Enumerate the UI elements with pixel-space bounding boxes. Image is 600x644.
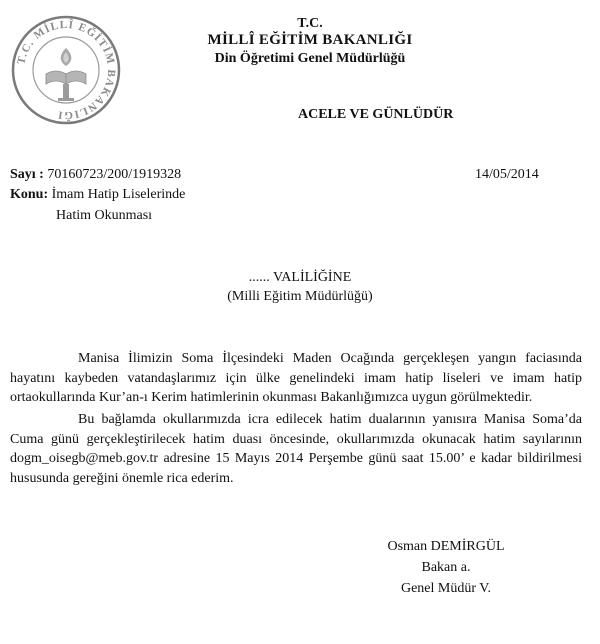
reference-label: Sayı : (10, 167, 44, 182)
seal-ring-text: T.C. MİLLÎ EĞİTİM BAKANLIĞI (15, 18, 118, 122)
signatory-name: Osman DEMİRGÜL (387, 539, 505, 554)
header-ministry: MİLLÎ EĞİTİM BAKANLIĞI (207, 32, 413, 48)
signatory-on-behalf: Bakan a. (421, 560, 471, 575)
signatory-title: Genel Müdür V. (400, 581, 492, 596)
document-date: 14/05/2014 (475, 167, 539, 182)
body-paragraph-1: Manisa İlimizin Soma İlçesindeki Maden Ocağında gerçekleşen yangın faciasında hayatını kaybeden vatandaşlarımız için ülke genelindeki imam hatip liseleri ve imam hatip ortaokullarında Kur’an-ı Kerim hatimlerinin okunması Bakanlığımızca uygun görülmektedir. (10, 351, 582, 405)
subject-text-line2: Hatim Okunması (56, 208, 153, 223)
svg-text:T.C. MİLLÎ EĞİTİM BAKANLIĞI (15, 19, 117, 122)
reference-number: 70160723/200/1919328 (43, 167, 182, 182)
urgency-notice: ACELE VE GÜNLÜDÜR (298, 107, 454, 122)
subject-text-line1: İmam Hatip Liselerinde (48, 187, 186, 202)
body-paragraph-2: Bu bağlamda okullarımızda icra edilecek hatim dualarının yanısıra Manisa Soma’da Cuma günü gerçekleştirilecek hatim duası öncesinde, okullarımızda okunacak hatim sayılarının dogm_oisegb@meb.gov.tr adresine 15 Mayıs 2014 Perşembe günü saat 15.00’ e kadar bildirilmesi hususunda gereğini önemle rica ederim. (10, 412, 582, 486)
header-tc: T.C. (297, 16, 323, 31)
header-directorate: Din Öğretimi Genel Müdürlüğü (214, 51, 406, 66)
addressee-title: ...... VALİLİĞİNE (248, 270, 352, 285)
addressee-subtitle: (Milli Eğitim Müdürlüğü) (227, 289, 373, 304)
subject-label: Konu: (10, 187, 49, 202)
subject-line (10, 187, 185, 203)
ministry-seal-icon (10, 14, 122, 126)
reference-number-line (10, 167, 181, 183)
